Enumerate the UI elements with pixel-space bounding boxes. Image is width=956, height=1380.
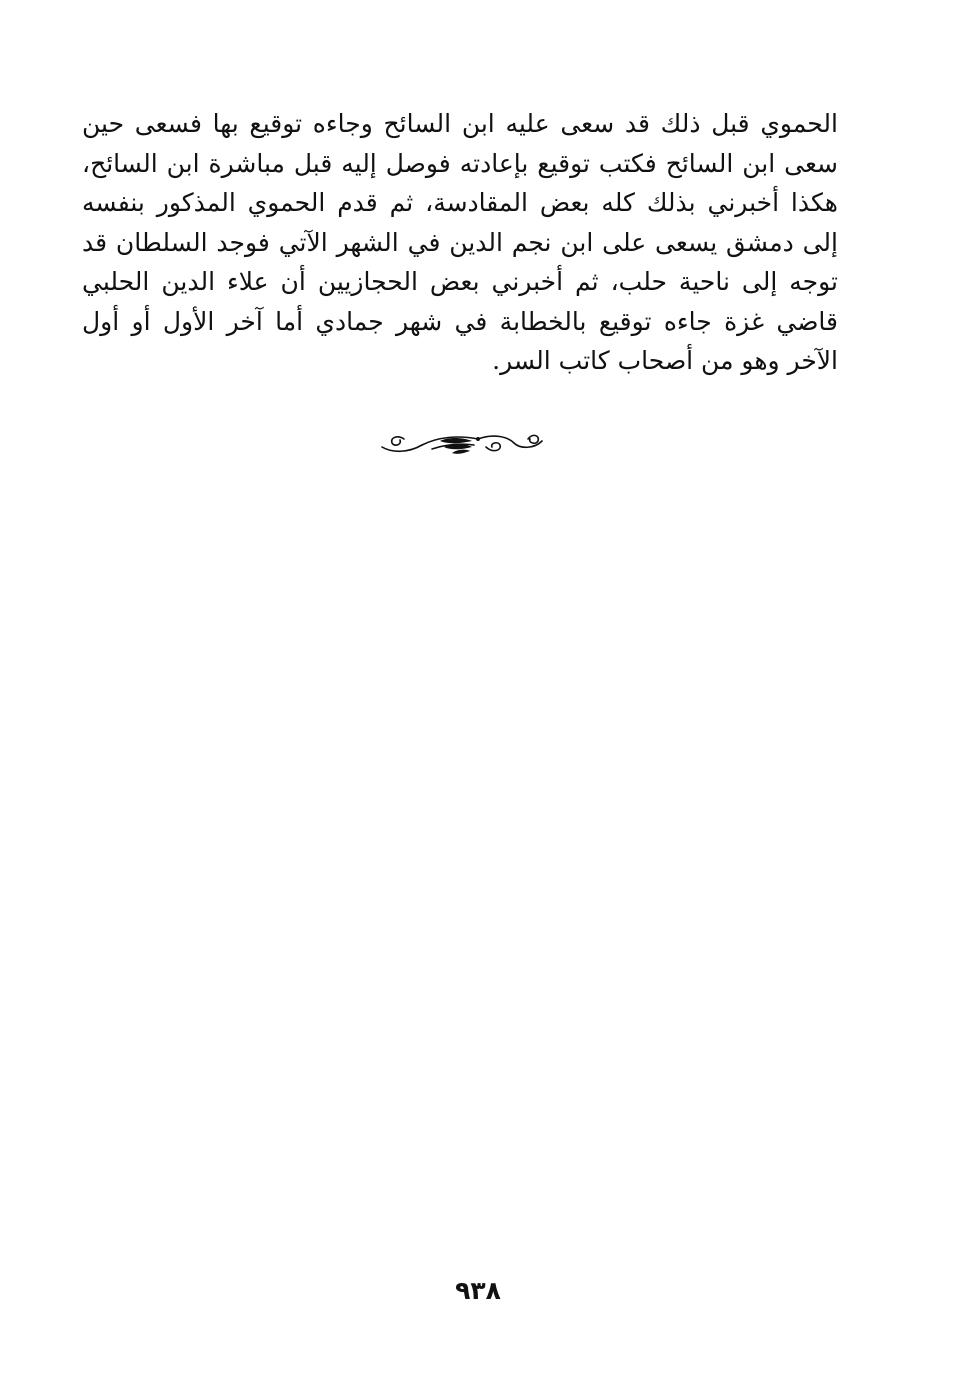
- text-line: هكذا أخبرني بذلك كله بعض المقادسة، ثم قدم الحموي المذكور بنفسه: [82, 188, 838, 217]
- text-line: توجه إلى ناحية حلب، ثم أخبرني بعض الحجازيين أن علاء الدين الحلبي: [82, 267, 838, 296]
- text-line: قاضي غزة جاءه توقيع بالخطابة في شهر جمادي أما آخر الأول أو أول: [82, 306, 838, 336]
- text-line-last: الآخر وهو من أصحاب كاتب السر.: [492, 346, 838, 375]
- text-line: إلى دمشق يسعى على ابن نجم الدين في الشهر الآتي فوجد السلطان قد: [82, 227, 838, 257]
- text-line: الحموي قبل ذلك قد سعى عليه ابن السائح وجاءه توقيع بها فسعى حين: [82, 109, 838, 138]
- floral-flourish-icon: [378, 427, 548, 459]
- body-text: [82, 104, 838, 381]
- page-number: ٩٣٨: [455, 1276, 501, 1305]
- text-line: سعى ابن السائح فكتب توقيع بإعادته فوصل إليه قبل مباشرة ابن السائح،: [82, 148, 838, 178]
